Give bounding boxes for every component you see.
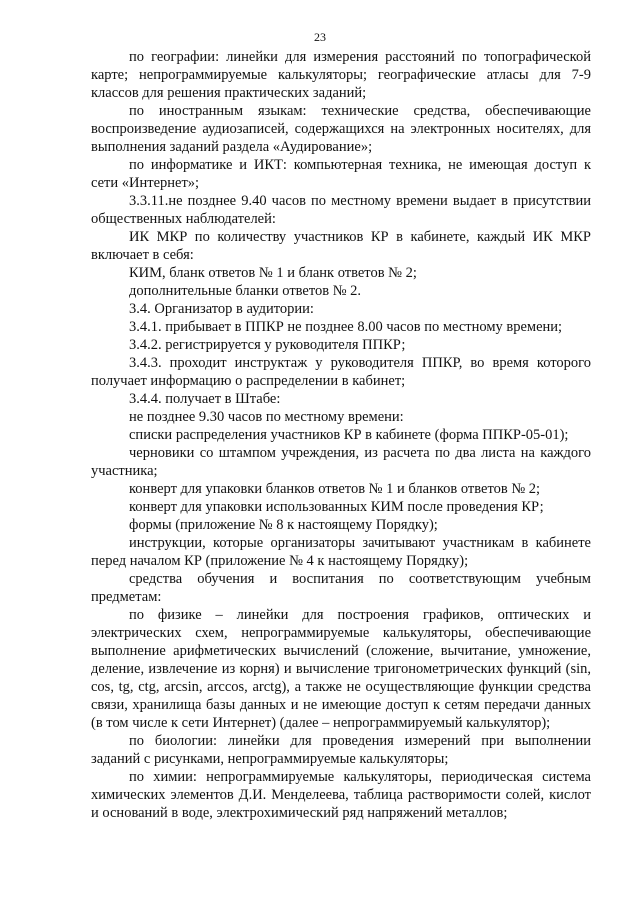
paragraph-3-4-4: 3.4.4. получает в Штабе: bbox=[129, 391, 281, 407]
paragraph-3-3-11: 3.3.11.не позднее 9.40 часов по местному времени выдает в присутствии общественных наблюдателей: bbox=[91, 193, 591, 227]
paragraph-informatics: по информатике и ИКТ: компьютерная техника, не имеющая доступ к сети «Интернет»; bbox=[91, 157, 591, 191]
paragraph-deadline: не позднее 9.30 часов по местному времени: bbox=[129, 409, 404, 425]
page-number: 23 bbox=[314, 30, 326, 44]
paragraph-distribution-lists: списки распределения участников КР в кабинете (форма ППКР-05-01); bbox=[129, 427, 569, 443]
paragraph-biology: по биологии: линейки для проведения измерений при выполнении заданий с рисунками, непрограммируемые калькуляторы; bbox=[91, 733, 591, 767]
paragraph-envelope-kim: конверт для упаковки использованных КИМ после проведения КР; bbox=[129, 499, 544, 515]
paragraph-instructions: инструкции, которые организаторы зачитывают участникам в кабинете перед началом КР (приложение № 4 к настоящему Порядку); bbox=[91, 535, 591, 569]
paragraph-ik-mkr: ИК МКР по количеству участников КР в кабинете, каждый ИК МКР включает в себя: bbox=[91, 229, 591, 263]
paragraph-physics: по физике – линейки для построения графиков, оптических и электрических схем, непрограммируемые калькуляторы, обеспечивающие выполнение арифметических вычислений (сложение, вычитание, умножение, деление, извлечение из корня) и вычисление тригонометрических функций (sin, cos, tg, ctg, arcsin, arccos, arctg), а также не осуществляющие функции средства связи, хранилища базы данных и не имеющие доступ к сетям передачи данных (в том числе к сети Интернет) (далее – непрограммируемый калькулятор); bbox=[91, 607, 591, 731]
paragraph-learning-aids: средства обучения и воспитания по соответствующим учебным предметам: bbox=[91, 571, 591, 605]
paragraph-additional-blanks: дополнительные бланки ответов № 2. bbox=[129, 283, 362, 299]
paragraph-forms: формы (приложение № 8 к настоящему Порядку); bbox=[129, 517, 438, 533]
paragraph-3-4-3: 3.4.3. проходит инструктаж у руководителя ППКР, во время которого получает информацию о распределении в кабинет; bbox=[91, 355, 591, 389]
paragraph-foreign-languages: по иностранным языкам: технические средства, обеспечивающие воспроизведение аудиозаписей, содержащихся на электронных носителях, для выполнения заданий раздела «Аудирование»; bbox=[91, 103, 591, 155]
paragraph-chemistry: по химии: непрограммируемые калькуляторы, периодическая система химических элементов Д.И. Менделеева, таблица растворимости солей, кислот и оснований в воде, электрохимический ряд напряжений металлов; bbox=[91, 769, 591, 821]
paragraph-kim-blanks: КИМ, бланк ответов № 1 и бланк ответов № 2; bbox=[129, 265, 417, 281]
paragraph-3-4-1: 3.4.1. прибывает в ППКР не позднее 8.00 часов по местному времени; bbox=[129, 319, 563, 335]
paragraph-drafts: черновики со штампом учреждения, из расчета по два листа на каждого участника; bbox=[91, 445, 591, 479]
paragraph-3-4-2: 3.4.2. регистрируется у руководителя ППКР; bbox=[129, 337, 406, 353]
document-body bbox=[91, 48, 591, 822]
paragraph-3-4: 3.4. Организатор в аудитории: bbox=[129, 301, 314, 317]
paragraph-envelope-blanks: конверт для упаковки бланков ответов № 1 и бланков ответов № 2; bbox=[129, 481, 541, 497]
paragraph-geography: по географии: линейки для измерения расстояний по топографической карте; непрограммируемые калькуляторы; географические атласы для 7-9 классов для решения практических заданий; bbox=[91, 49, 591, 101]
